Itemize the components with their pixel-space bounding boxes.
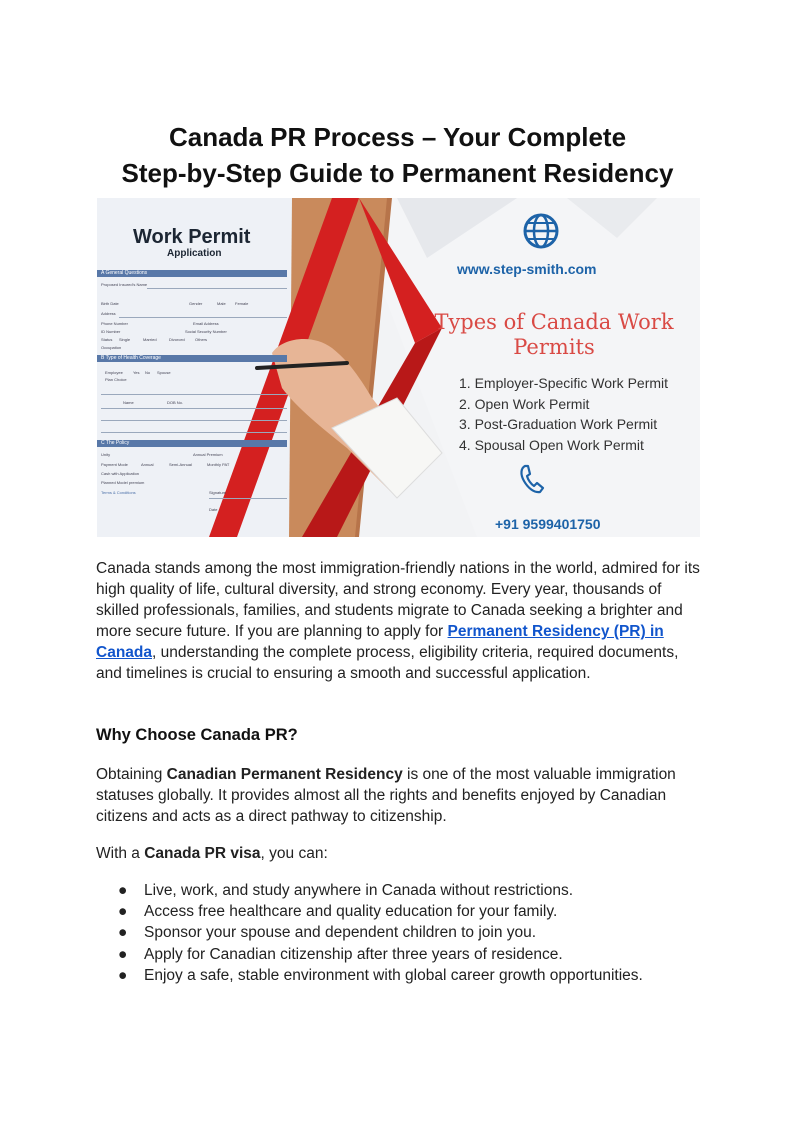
- title-line-2: Step-by-Step Guide to Permanent Residency: [121, 158, 674, 188]
- form-section-c: C The Policy: [97, 440, 287, 447]
- form-label: Gender: [189, 301, 203, 306]
- form-label: DOB No.: [167, 400, 184, 405]
- form-label: Signature: [209, 490, 227, 495]
- list-item-text: Sponsor your spouse and dependent children to join you.: [144, 924, 537, 942]
- bullet-icon: ●: [118, 966, 128, 984]
- form-label: Married: [143, 337, 157, 342]
- list-item: [118, 880, 643, 901]
- why-text-end: is one of the most valuable immigration statuses globally. It provides almost all the rights and benefits enjoyed by Canadian citizens and acts as a direct pathway to citizenship.: [96, 766, 676, 825]
- form-line: [147, 288, 287, 289]
- bullet-icon: ●: [118, 924, 128, 942]
- permit-types-heading-line-2: Permits: [513, 335, 595, 359]
- form-label: Occupation: [101, 345, 122, 350]
- form-label: Date: [209, 507, 218, 512]
- form-label: Plan Choice: [105, 377, 127, 382]
- page-title: [60, 119, 735, 191]
- permit-list: [459, 373, 668, 456]
- list-item: [118, 901, 643, 922]
- visa-bold-term: Canada PR visa: [144, 845, 261, 862]
- website-url: www.step-smith.com: [457, 261, 597, 277]
- form-label: No: [145, 370, 151, 375]
- visa-text-start: With a: [96, 845, 145, 862]
- title-line-1: Canada PR Process – Your Complete: [168, 122, 627, 152]
- form-label: Male: [217, 301, 226, 306]
- list-item: [118, 922, 643, 943]
- form-title: Work Permit: [133, 226, 251, 248]
- form-label: Female: [235, 301, 249, 306]
- form-subtitle: Application: [167, 248, 222, 259]
- form-label: ID Number: [101, 329, 121, 334]
- form-label: Payment Mode: [101, 462, 128, 467]
- permit-item: 3. Post-Graduation Work Permit: [459, 416, 658, 433]
- form-label: Terms & Conditions: [101, 490, 136, 495]
- form-label: Semi-Annual: [169, 462, 192, 467]
- bullet-icon: ●: [118, 945, 128, 963]
- why-paragraph: [96, 764, 706, 827]
- form-label: Others: [195, 337, 208, 342]
- bullet-icon: ●: [118, 882, 128, 899]
- pr-canada-link[interactable]: Permanent Residency (PR) in Canada: [96, 623, 664, 661]
- banner-image: [97, 198, 700, 537]
- form-line: [101, 420, 287, 421]
- bullet-icon: ●: [118, 903, 128, 921]
- phone-number: +91 9599401750: [495, 516, 601, 532]
- form-label: Address: [101, 311, 116, 316]
- benefits-list: [118, 880, 643, 986]
- form-section-b: B Type of Health Coverage: [97, 355, 287, 362]
- form-label: Email Address: [193, 321, 219, 326]
- form-label: Divorced: [169, 337, 185, 342]
- form-label: Proposed Insured's Name: [101, 282, 148, 287]
- permit-item: 4. Spousal Open Work Permit: [459, 437, 644, 454]
- list-item: [118, 944, 643, 965]
- form-label: Monthly PAT: [207, 462, 230, 467]
- form-label: Name: [123, 400, 134, 405]
- form-label: Phone Number: [101, 321, 128, 326]
- list-item-text: Apply for Canadian citizenship after three years of residence.: [144, 945, 563, 963]
- form-label: Spouse: [157, 370, 171, 375]
- intro-text-start: Canada stands among the most immigration-friendly nations in the world, admired for its high quality of life, cultural diversity, and strong economy. Every year, thousands of skilled professionals, families, and students migrate to Canada seeking a brighter and more secure future. If you are planning to apply for: [96, 560, 700, 640]
- form-line: [119, 317, 287, 318]
- form-label: Cash with Application: [101, 471, 140, 476]
- form-label: Employee: [105, 370, 123, 375]
- form-label: Birth Date: [101, 301, 119, 306]
- intro-text-end: , understanding the complete process, eligibility criteria, required documents, and timelines is crucial to ensuring a smooth and successful application.: [96, 644, 679, 682]
- permit-item: 2. Open Work Permit: [459, 395, 590, 412]
- list-item-text: Live, work, and study anywhere in Canada without restrictions.: [144, 882, 574, 899]
- intro-paragraph: [96, 558, 706, 684]
- form-label: Unity: [101, 452, 111, 457]
- why-text-start: Obtaining: [96, 766, 167, 783]
- section-heading: Why Choose Canada PR?: [96, 726, 298, 744]
- why-bold-term: Canadian Permanent Residency: [166, 766, 403, 783]
- list-item-text: Enjoy a safe, stable environment with global career growth opportunities.: [144, 966, 643, 984]
- form-label: Annual: [141, 462, 154, 467]
- list-item: [118, 965, 643, 986]
- form-label: Annual Premium: [193, 452, 223, 457]
- list-item-text: Access free healthcare and quality education for your family.: [144, 903, 558, 921]
- permit-types-heading-line-1: Types of Canada Work: [434, 310, 674, 334]
- form-label: Status: [101, 337, 113, 342]
- visa-text-end: , you can:: [260, 845, 328, 862]
- permit-types-heading: [417, 310, 691, 360]
- form-line: [101, 394, 287, 395]
- permit-item: 1. Employer-Specific Work Permit: [459, 375, 669, 391]
- form-line: [101, 432, 287, 433]
- form-label: Social Security Number: [185, 329, 227, 334]
- form-line: [101, 408, 287, 409]
- visa-intro-paragraph: [96, 843, 706, 864]
- form-label: Single: [119, 337, 131, 342]
- form-label: Planned Model premium: [101, 480, 145, 485]
- form-section-a: A General Questions: [97, 270, 287, 277]
- form-label: Yes: [133, 370, 140, 375]
- form-line: [209, 498, 287, 499]
